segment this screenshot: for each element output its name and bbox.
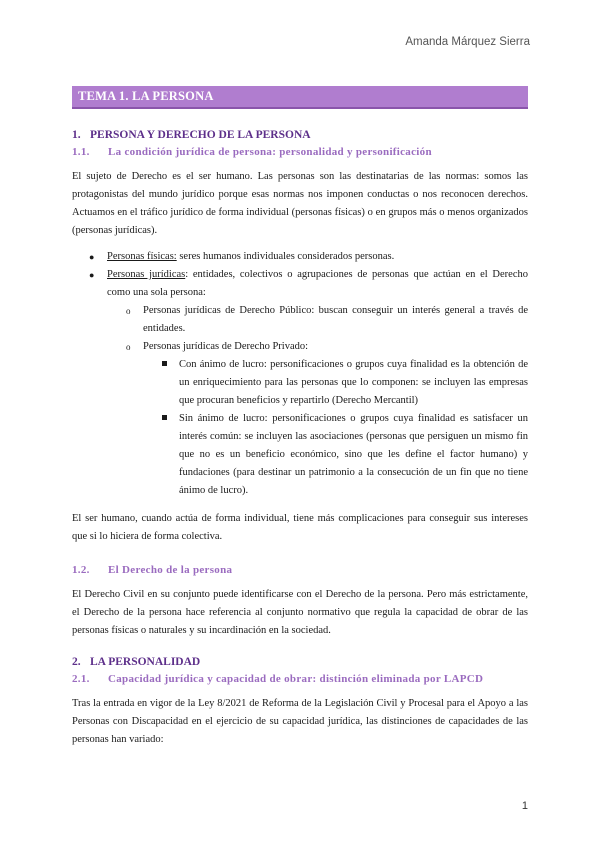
topic-title: TEMA 1. LA PERSONA — [72, 86, 528, 109]
list-item — [107, 302, 528, 338]
juridicas-sublist — [107, 302, 528, 500]
section-2-1-heading — [72, 673, 528, 685]
list-text: Personas jurídicas de Derecho Público: buscan conseguir un interés general a través de entidades. — [143, 305, 528, 334]
bullet-icon: ● — [89, 252, 95, 262]
definition: : entidades, colectivos o agrupaciones de personas que actúan en el Derecho como una sola persona: — [107, 269, 528, 298]
section-number: 1. — [72, 129, 81, 141]
paragraph-outro: El ser humano, cuando actúa de forma individual, tiene más complicaciones para conseguir sus intereses que si lo hiciera de forma colectiva. — [72, 513, 528, 542]
section-2-heading — [72, 656, 528, 668]
circle-bullet-icon: o — [126, 306, 131, 316]
section-1-2-heading — [72, 564, 528, 576]
section-title: Capacidad jurídica y capacidad de obrar: distinción eliminada por LAPCD — [108, 673, 484, 685]
term: Personas físicas: — [107, 251, 177, 262]
section-title: LA PERSONALIDAD — [90, 656, 201, 668]
section-number: 2. — [72, 656, 81, 668]
section-title: El Derecho de la persona — [108, 564, 233, 576]
section-number: 2.1. — [72, 673, 90, 685]
list-item — [72, 248, 528, 266]
bullet-icon: ● — [89, 270, 95, 280]
person-types-list — [72, 248, 528, 500]
section-number: 1.1. — [72, 146, 90, 158]
term: Personas jurídicas — [107, 269, 186, 280]
section-title: La condición jurídica de persona: personalidad y personificación — [108, 146, 432, 158]
square-bullet-icon — [162, 361, 167, 366]
list-item — [143, 356, 528, 410]
section-number: 1.2. — [72, 564, 90, 576]
section-1-heading — [72, 129, 528, 141]
privado-sublist — [143, 356, 528, 500]
list-text: Personas jurídicas de Derecho Privado: — [143, 341, 309, 352]
section-title: PERSONA Y DERECHO DE LA PERSONA — [90, 129, 311, 141]
page-number: 1 — [521, 800, 528, 812]
paragraph-intro: El sujeto de Derecho es el ser humano. Las personas son las destinatarias de las normas: somos las protagonistas del mundo jurídico porque esas normas nos imponen conductas o nos reconocen derechos. Actuamos en el tráfico jurídico de forma individual (personas físicas) o en grupos más o menos organizados (personas jurídicas). — [72, 171, 528, 236]
definition: seres humanos individuales considerados personas. — [176, 251, 395, 262]
list-item — [72, 266, 528, 500]
square-bullet-icon — [162, 415, 167, 420]
list-item — [107, 338, 528, 500]
list-text: Con ánimo de lucro: personificaciones o grupos cuya finalidad es la obtención de un enriquecimiento para las personas que lo componen: se incluyen las empresas que procuran beneficios y repartirlo (Derecho Mercantil) — [179, 359, 528, 406]
list-text: Sin ánimo de lucro: personificaciones o grupos cuya finalidad es satisfacer un interés común: se incluyen las asociaciones (personas que persiguen un mismo fin que no es un beneficio económico, sino que les define el factor humano) y fundaciones (para destinar un patrimonio a la consecución de un fin que no tiene ánimo de lucro). — [179, 413, 528, 496]
paragraph-ley: Tras la entrada en vigor de la Ley 8/2021 de Reforma de la Legislación Civil y Procesal para el Apoyo a las Personas con Discapacidad en el ejercicio de su capacidad jurídica, las distinciones de capacidades de las personas han variado: — [72, 698, 528, 745]
author-name: Amanda Márquez Sierra — [405, 36, 530, 48]
section-1-1-heading — [72, 146, 528, 158]
list-item — [143, 410, 528, 500]
document-body — [72, 86, 528, 749]
paragraph-derecho-persona: El Derecho Civil en su conjunto puede identificarse con el Derecho de la persona. Pero más estrictamente, el Derecho de la persona hace referencia al conjunto normativo que regula la capacidad de obrar de las personas físicas o naturales y su incardinación en la sociedad. — [72, 589, 528, 636]
circle-bullet-icon: o — [126, 342, 131, 352]
